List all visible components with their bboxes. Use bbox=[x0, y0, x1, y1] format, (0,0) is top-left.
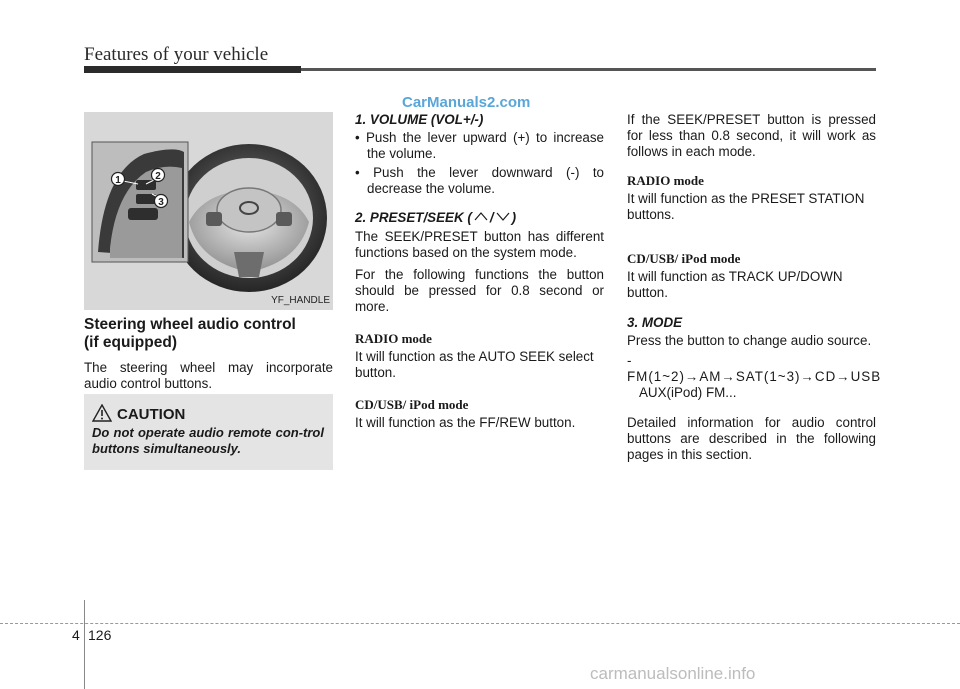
caution-box bbox=[84, 394, 333, 470]
mode-sequence-line-1: - FM(1~2)→AM→SAT(1~3)→CD→USB bbox=[627, 353, 882, 384]
caution-title: CAUTION bbox=[117, 406, 186, 423]
intro-text: The steering wheel may incorporate audio control buttons. bbox=[84, 360, 333, 391]
warning-triangle-icon bbox=[92, 404, 112, 422]
mode-text: Press the button to change audio source. bbox=[627, 333, 872, 348]
watermark-bottom: carmanualsonline.info bbox=[590, 664, 756, 683]
cd-usb-ipod-mode-text-2: It will function as TRACK UP/DOWN button. bbox=[627, 269, 843, 300]
chapter-number: 4 bbox=[72, 627, 80, 643]
svg-text:1: 1 bbox=[115, 175, 121, 186]
page-header-title: Features of your vehicle bbox=[84, 44, 269, 65]
steering-wheel-photo bbox=[84, 112, 333, 310]
preset-seek-heading: 2. PRESET/SEEK ( / ) bbox=[355, 210, 517, 225]
left-column bbox=[84, 316, 333, 392]
section-heading-line1: Steering wheel audio control bbox=[84, 316, 296, 333]
chevron-down-icon bbox=[496, 212, 510, 221]
seek-paragraph-1: The SEEK/PRESET button has different functions based on the system mode. bbox=[355, 229, 604, 260]
volume-heading: 1. VOLUME (VOL+/-) bbox=[355, 112, 484, 127]
caution-text: Do not operate audio remote con-trol buttons simultaneously. bbox=[92, 425, 324, 456]
photo-code: YF_HANDLE bbox=[271, 295, 330, 306]
watermark-top: CarManuals2.com bbox=[402, 94, 531, 111]
radio-mode-label-2: RADIO mode bbox=[627, 173, 704, 188]
header-rule-accent bbox=[84, 66, 301, 73]
callout-2 bbox=[152, 169, 165, 183]
cd-usb-ipod-mode-label: CD/USB/ iPod mode bbox=[355, 397, 469, 412]
cd-usb-ipod-mode-label-2: CD/USB/ iPod mode bbox=[627, 251, 741, 266]
svg-text:3: 3 bbox=[158, 197, 164, 208]
mode-heading: 3. MODE bbox=[627, 315, 683, 330]
callout-3 bbox=[155, 195, 168, 209]
svg-text:2: 2 bbox=[155, 171, 161, 182]
right-column bbox=[627, 112, 882, 463]
middle-column bbox=[355, 112, 604, 431]
steering-wheel-illustration bbox=[84, 112, 333, 310]
page-number: 126 bbox=[88, 627, 112, 643]
volume-bullet-1: • Push the lever upward (+) to increase the volume. bbox=[355, 130, 604, 161]
radio-mode-text: It will function as the AUTO SEEK select button. bbox=[355, 349, 594, 380]
callout-1 bbox=[112, 173, 125, 187]
footer-divider bbox=[84, 600, 85, 689]
section-heading-line2: (if equipped) bbox=[84, 334, 177, 351]
cd-usb-ipod-mode-text: It will function as the FF/REW button. bbox=[355, 415, 576, 430]
detail-text: Detailed information for audio control buttons are described in the following pages in this section. bbox=[627, 415, 876, 462]
radio-mode-label: RADIO mode bbox=[355, 331, 432, 346]
radio-mode-text-2: It will function as the PRESET STATION buttons. bbox=[627, 191, 865, 222]
short-press-intro: If the SEEK/PRESET button is pressed for less than 0.8 second, it will work as follows in each mode. bbox=[627, 112, 876, 159]
seek-paragraph-2: For the following functions the button should be pressed for 0.8 second or more. bbox=[355, 267, 604, 314]
volume-bullet-2: • Push the lever downward (-) to decrease the volume. bbox=[355, 165, 604, 196]
mode-sequence-line-2: AUX(iPod) FM... bbox=[639, 385, 737, 400]
footer-dashed-rule bbox=[0, 623, 960, 624]
chevron-up-icon bbox=[474, 212, 488, 221]
